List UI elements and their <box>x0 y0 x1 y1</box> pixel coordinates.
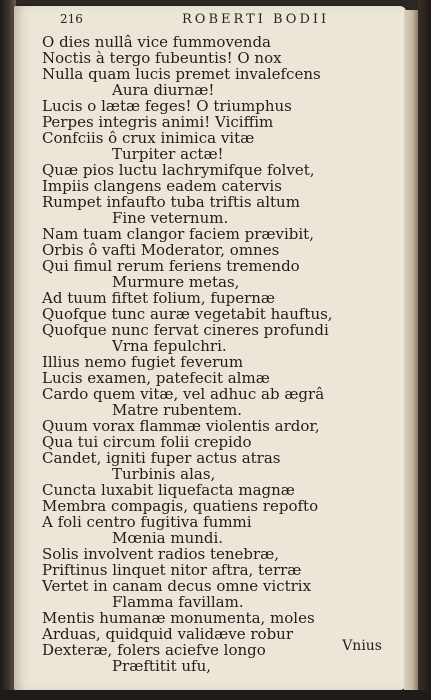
verse-line: Illius nemo fugiet feverum <box>42 353 244 371</box>
book-page <box>14 6 406 690</box>
page-header <box>60 12 420 32</box>
adonic-line: Turpiter actæ! <box>112 145 224 163</box>
bottom-shadow <box>0 690 431 700</box>
adonic-line: Flamma favillam. <box>112 593 244 611</box>
verse-line: Cuncta luxabit liquefacta magnæ <box>42 481 295 499</box>
verse-line: Candet, igniti fuper actus atras <box>42 449 281 467</box>
verse-line: Quofque nunc fervat cineres profundi <box>42 321 329 339</box>
page-number: 216 <box>60 12 83 26</box>
verse-line: Qua tui circum folii crepido <box>42 433 252 451</box>
verse-line: O dies nullâ vice fummovenda <box>42 33 271 51</box>
verse-line: Arduas, quidquid validæve robur <box>42 625 294 643</box>
verse-line: Cardo quem vitæ, vel adhuc ab ægrâ <box>42 385 325 403</box>
verse-line: Impiis clangens eadem catervis <box>42 177 282 195</box>
running-head: ROBERTI BODII <box>182 12 330 27</box>
verse-line: Qui fimul rerum feriens tremendo <box>42 257 300 275</box>
verse-line: Quofque tunc auræ vegetabit hauftus, <box>42 305 333 323</box>
verse-line: Lucis examen, patefecit almæ <box>42 369 270 387</box>
verse-line: Rumpet infaufto tuba triftis altum <box>42 193 300 211</box>
verse-line: Quæ pios luctu lachrymifque folvet, <box>42 161 315 179</box>
verse-line: Nulla quam lucis premet invalefcens <box>42 65 321 83</box>
next-page-edge <box>404 10 418 694</box>
verse-line: Dexteræ, folers aciefve longo <box>42 641 266 659</box>
adonic-line: Vrna fepulchri. <box>112 337 227 355</box>
verse-line: Vertet in canam decus omne victrix <box>42 577 312 595</box>
adonic-line: Mœnia mundi. <box>112 529 224 547</box>
verse-line: Ad tuum fiftet folium, fupernæ <box>42 289 276 307</box>
verse-line: A foli centro fugitiva fummi <box>42 513 252 531</box>
verse-line: Mentis humanæ monumenta, moles <box>42 609 315 627</box>
adonic-line: Murmure metas, <box>112 273 240 291</box>
adonic-line: Aura diurnæ! <box>112 81 215 99</box>
verse-line: Lucis o lætæ feges! O triumphus <box>42 97 292 115</box>
adonic-line: Fine veternum. <box>112 209 229 227</box>
verse-line: Orbis ô vafti Moderator, omnes <box>42 241 280 259</box>
adonic-line: Præftitit ufu, <box>112 657 212 675</box>
verse-line: Noctis à tergo fubeuntis! O nox <box>42 49 282 67</box>
verse-line: Priftinus linquet nitor aftra, terræ <box>42 561 302 579</box>
verse-line: Quum vorax flammæ violentis ardor, <box>42 417 320 435</box>
verse-line: Confciis ô crux inimica vitæ <box>42 129 255 147</box>
book-binding-right <box>418 0 431 700</box>
verse-line: Solis involvent radios tenebræ, <box>42 545 280 563</box>
adonic-line: Turbinis alas, <box>112 465 216 483</box>
adonic-line: Matre rubentem. <box>112 401 243 419</box>
verse-line: Perpes integris animi! Viciffim <box>42 113 274 131</box>
verse-line: Membra compagis, quatiens repofto <box>42 497 319 515</box>
poem-text <box>14 32 406 675</box>
verse-line: Nam tuam clangor faciem prævibit, <box>42 225 314 243</box>
catchword: Vnius <box>342 638 382 654</box>
